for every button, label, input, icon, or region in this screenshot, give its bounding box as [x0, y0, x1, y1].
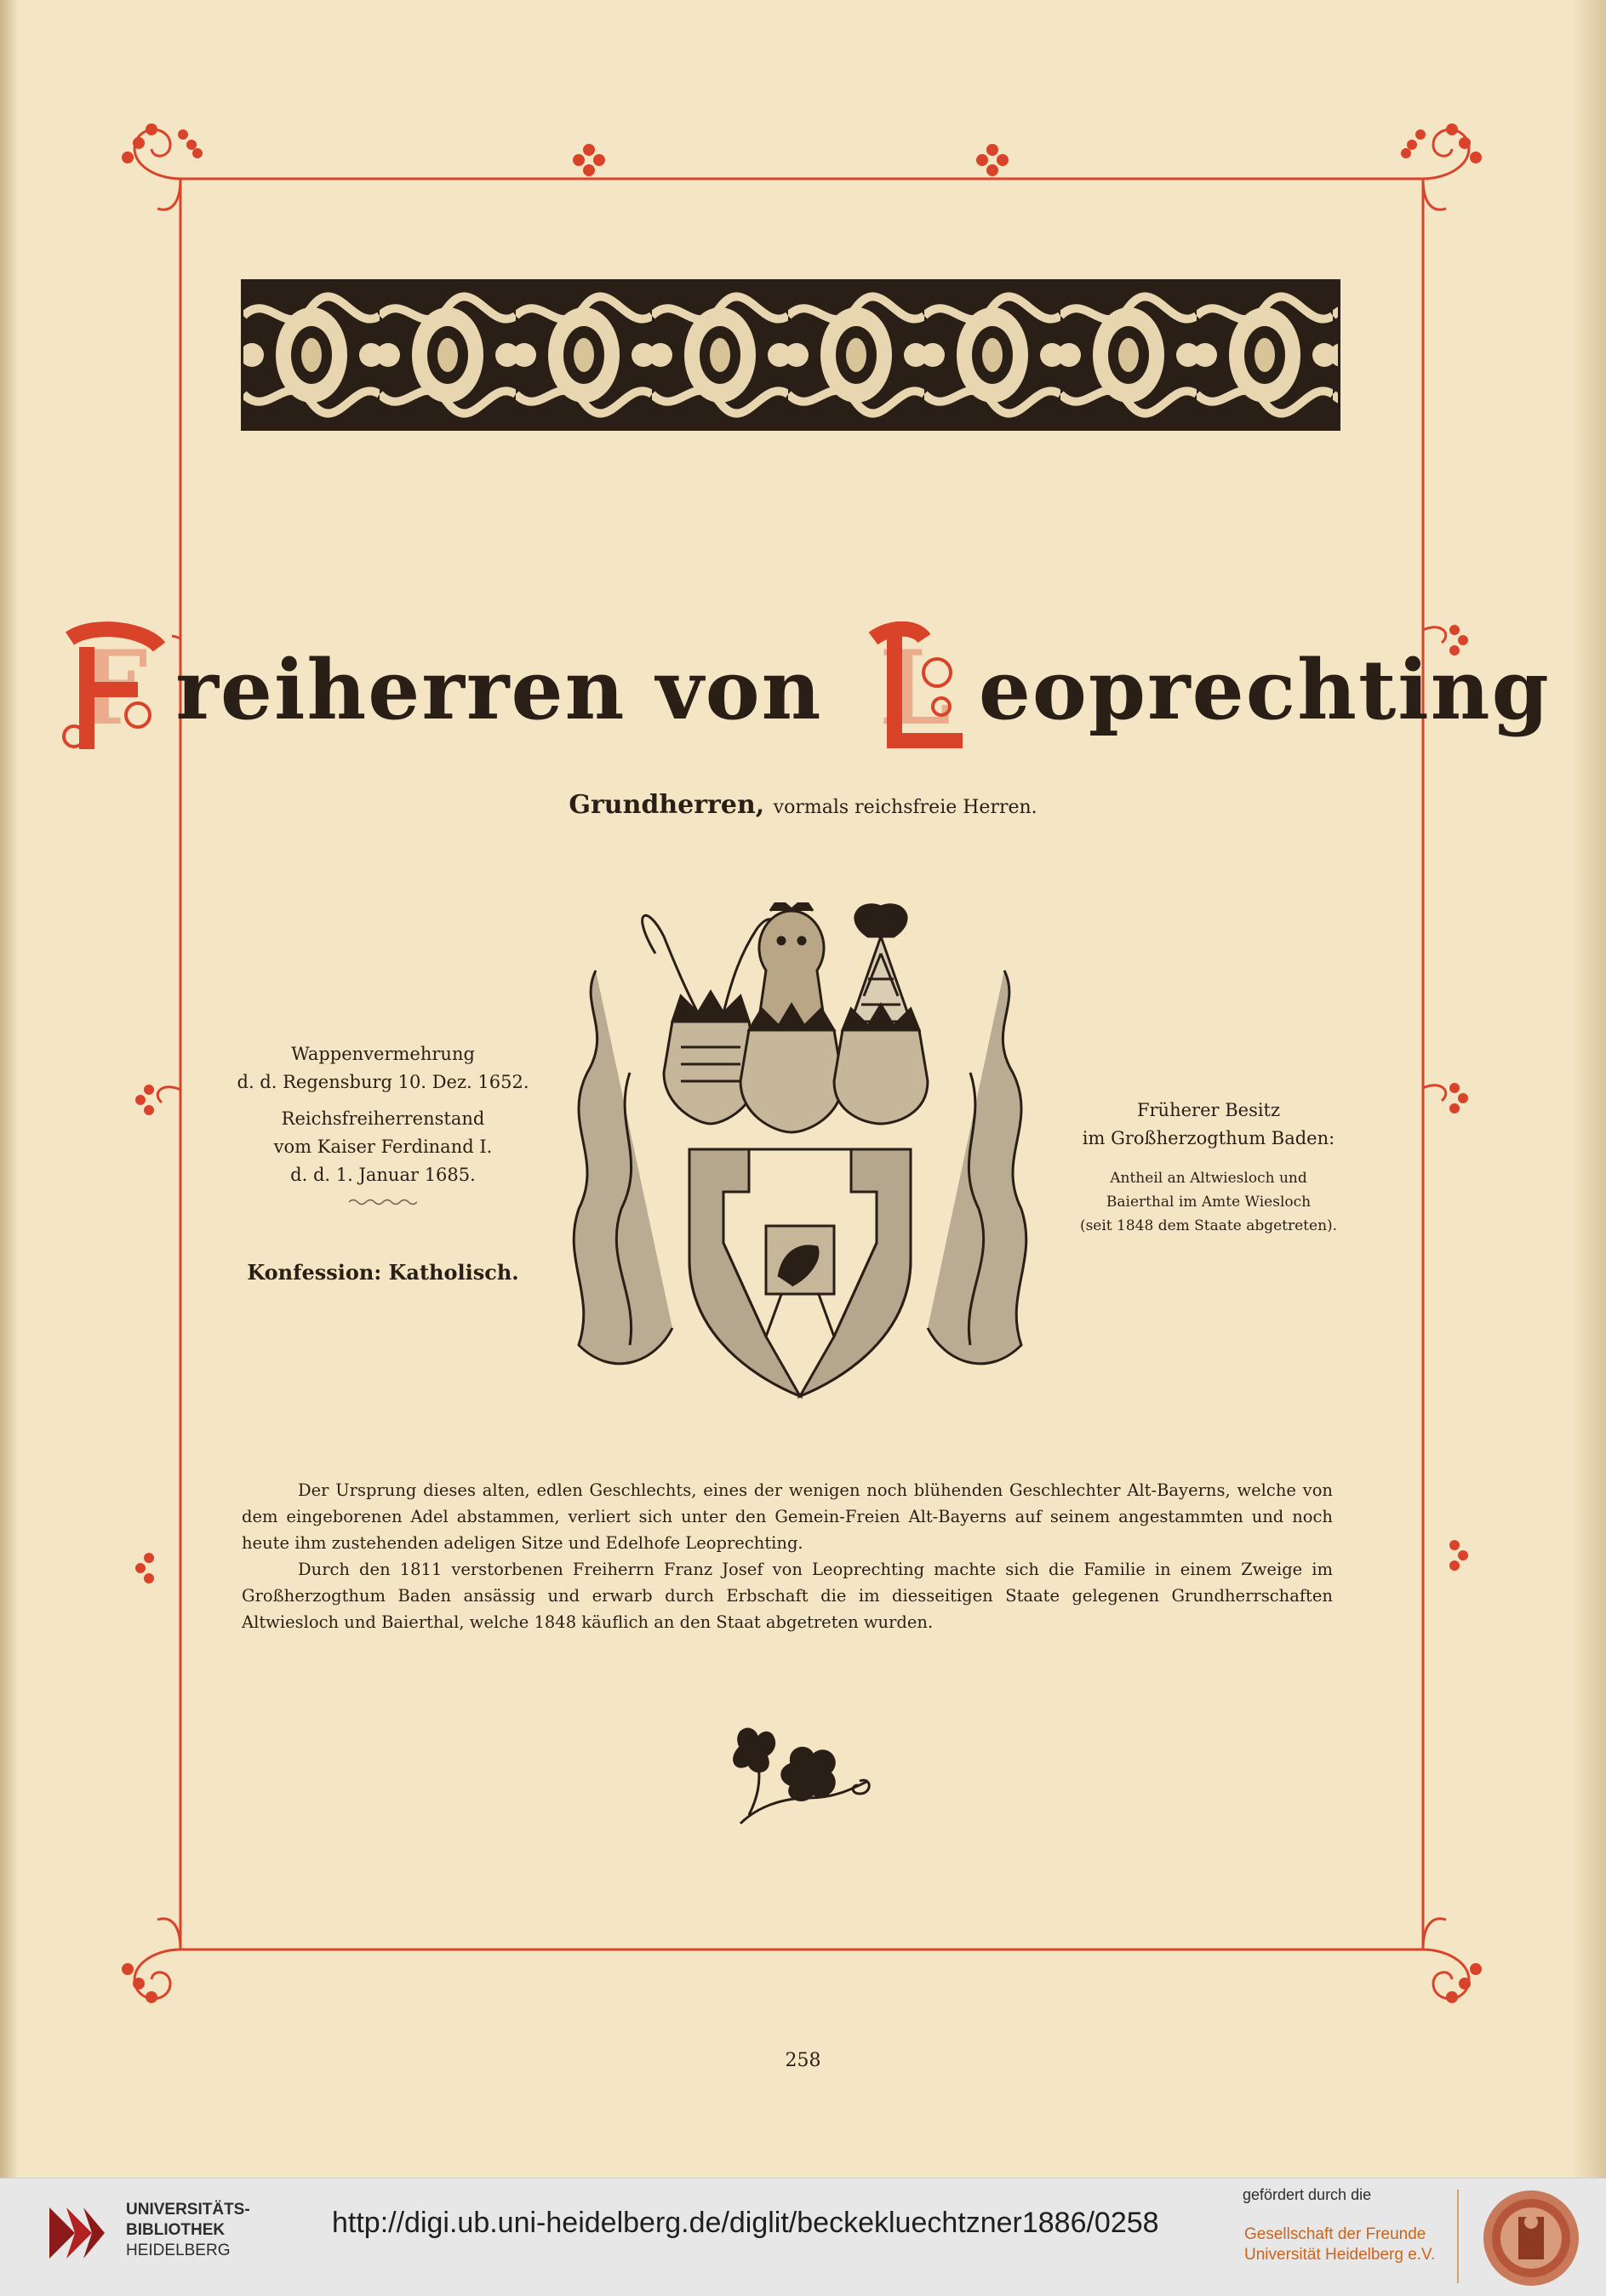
- red-initial-f: [53, 621, 172, 758]
- university-seal-icon: [1481, 2188, 1581, 2288]
- permalink-url[interactable]: http://digi.ub.uni-heidelberg.de/diglit/beckekluechtzner1886/0258: [332, 2207, 1159, 2239]
- left-info-line3: Reichsfreiherrenstand: [281, 1108, 485, 1129]
- vine-leaf-ornament: [706, 1713, 877, 1832]
- right-info-block: [1030, 1096, 1387, 1238]
- paragraph-1: Der Ursprung dieses alten, edlen Geschlechts, eines der wenigen noch blühenden Geschlechter Alt-Bayerns, welche von dem eingeborenen Adel abstammen, verliert sich unter den Gemein-Freien Alt-Bayerns auf seinem angestammten und noch heute ihm zustehenden adeligen Sitze und Edelhofe Leoprechting.: [242, 1480, 1333, 1553]
- sponsor-name[interactable]: [1244, 2224, 1435, 2265]
- confession-label: Konfession: Katholisch.: [247, 1260, 519, 1285]
- squiggle-divider: [349, 1198, 417, 1206]
- svg-text:F: F: [75, 628, 150, 748]
- banner-ornament: [243, 282, 1338, 428]
- sponsor-line2: Universität Heidelberg e.V.: [1244, 2246, 1436, 2264]
- right-info-line3: Antheil an Altwiesloch und: [1110, 1170, 1307, 1187]
- library-name-line2: BIBLIOTHEK: [126, 2221, 226, 2239]
- library-name-line3: HEIDELBERG: [126, 2242, 231, 2259]
- library-name-line1: UNIVERSITÄTS-: [126, 2201, 250, 2219]
- left-info-line5: d. d. 1. Januar 1685.: [290, 1165, 476, 1185]
- body-text: [242, 1477, 1333, 1635]
- right-info-line1: Früherer Besitz: [1136, 1100, 1281, 1120]
- coat-of-arms: [562, 902, 1038, 1413]
- subtitle-main: Grundherren,: [569, 790, 765, 820]
- right-info-line5: (seit 1848 dem Staate abgetreten).: [1079, 1217, 1338, 1234]
- title-text-1: reiherren von: [175, 641, 853, 738]
- library-name: [126, 2200, 250, 2261]
- title-text-2: eoprechting: [978, 641, 1551, 738]
- footer-divider: [1457, 2190, 1459, 2283]
- library-logo-icon: [41, 2199, 109, 2267]
- left-info-line2: d. d. Regensburg 10. Dez. 1652.: [237, 1072, 529, 1092]
- page-number: 258: [785, 2050, 821, 2071]
- paragraph-2: Durch den 1811 verstorbenen Freiherrn Franz Josef von Leoprechting machte sich die Familie in einem Zweige im Großherzogthum Baden ansässig und erwarb durch Erbschaft die im diesseitigen Staate gelegenen Grundherrschaften Altwiesloch und Baierthal, welche 1848 käuflich an den Staat abgetreten wurden.: [242, 1560, 1333, 1632]
- left-info-block: [204, 1040, 562, 1215]
- subtitle: [0, 790, 1606, 820]
- sponsor-line1: Gesellschaft der Freunde: [1244, 2225, 1426, 2243]
- subtitle-rest: vormals reichsfreie Herren.: [773, 797, 1037, 818]
- left-info-line1: Wappenvermehrung: [291, 1044, 475, 1064]
- ornamental-banner: [241, 279, 1340, 431]
- right-info-line2: im Großherzogthum Baden:: [1082, 1128, 1335, 1148]
- page-title: [75, 613, 1551, 766]
- red-initial-l: [856, 621, 975, 758]
- left-info-line4: vom Kaiser Ferdinand I.: [273, 1137, 493, 1157]
- svg-text:L: L: [878, 628, 952, 748]
- right-info-line4: Baierthal im Amte Wiesloch: [1106, 1194, 1312, 1211]
- funded-by-label: gefördert durch die: [1243, 2186, 1372, 2203]
